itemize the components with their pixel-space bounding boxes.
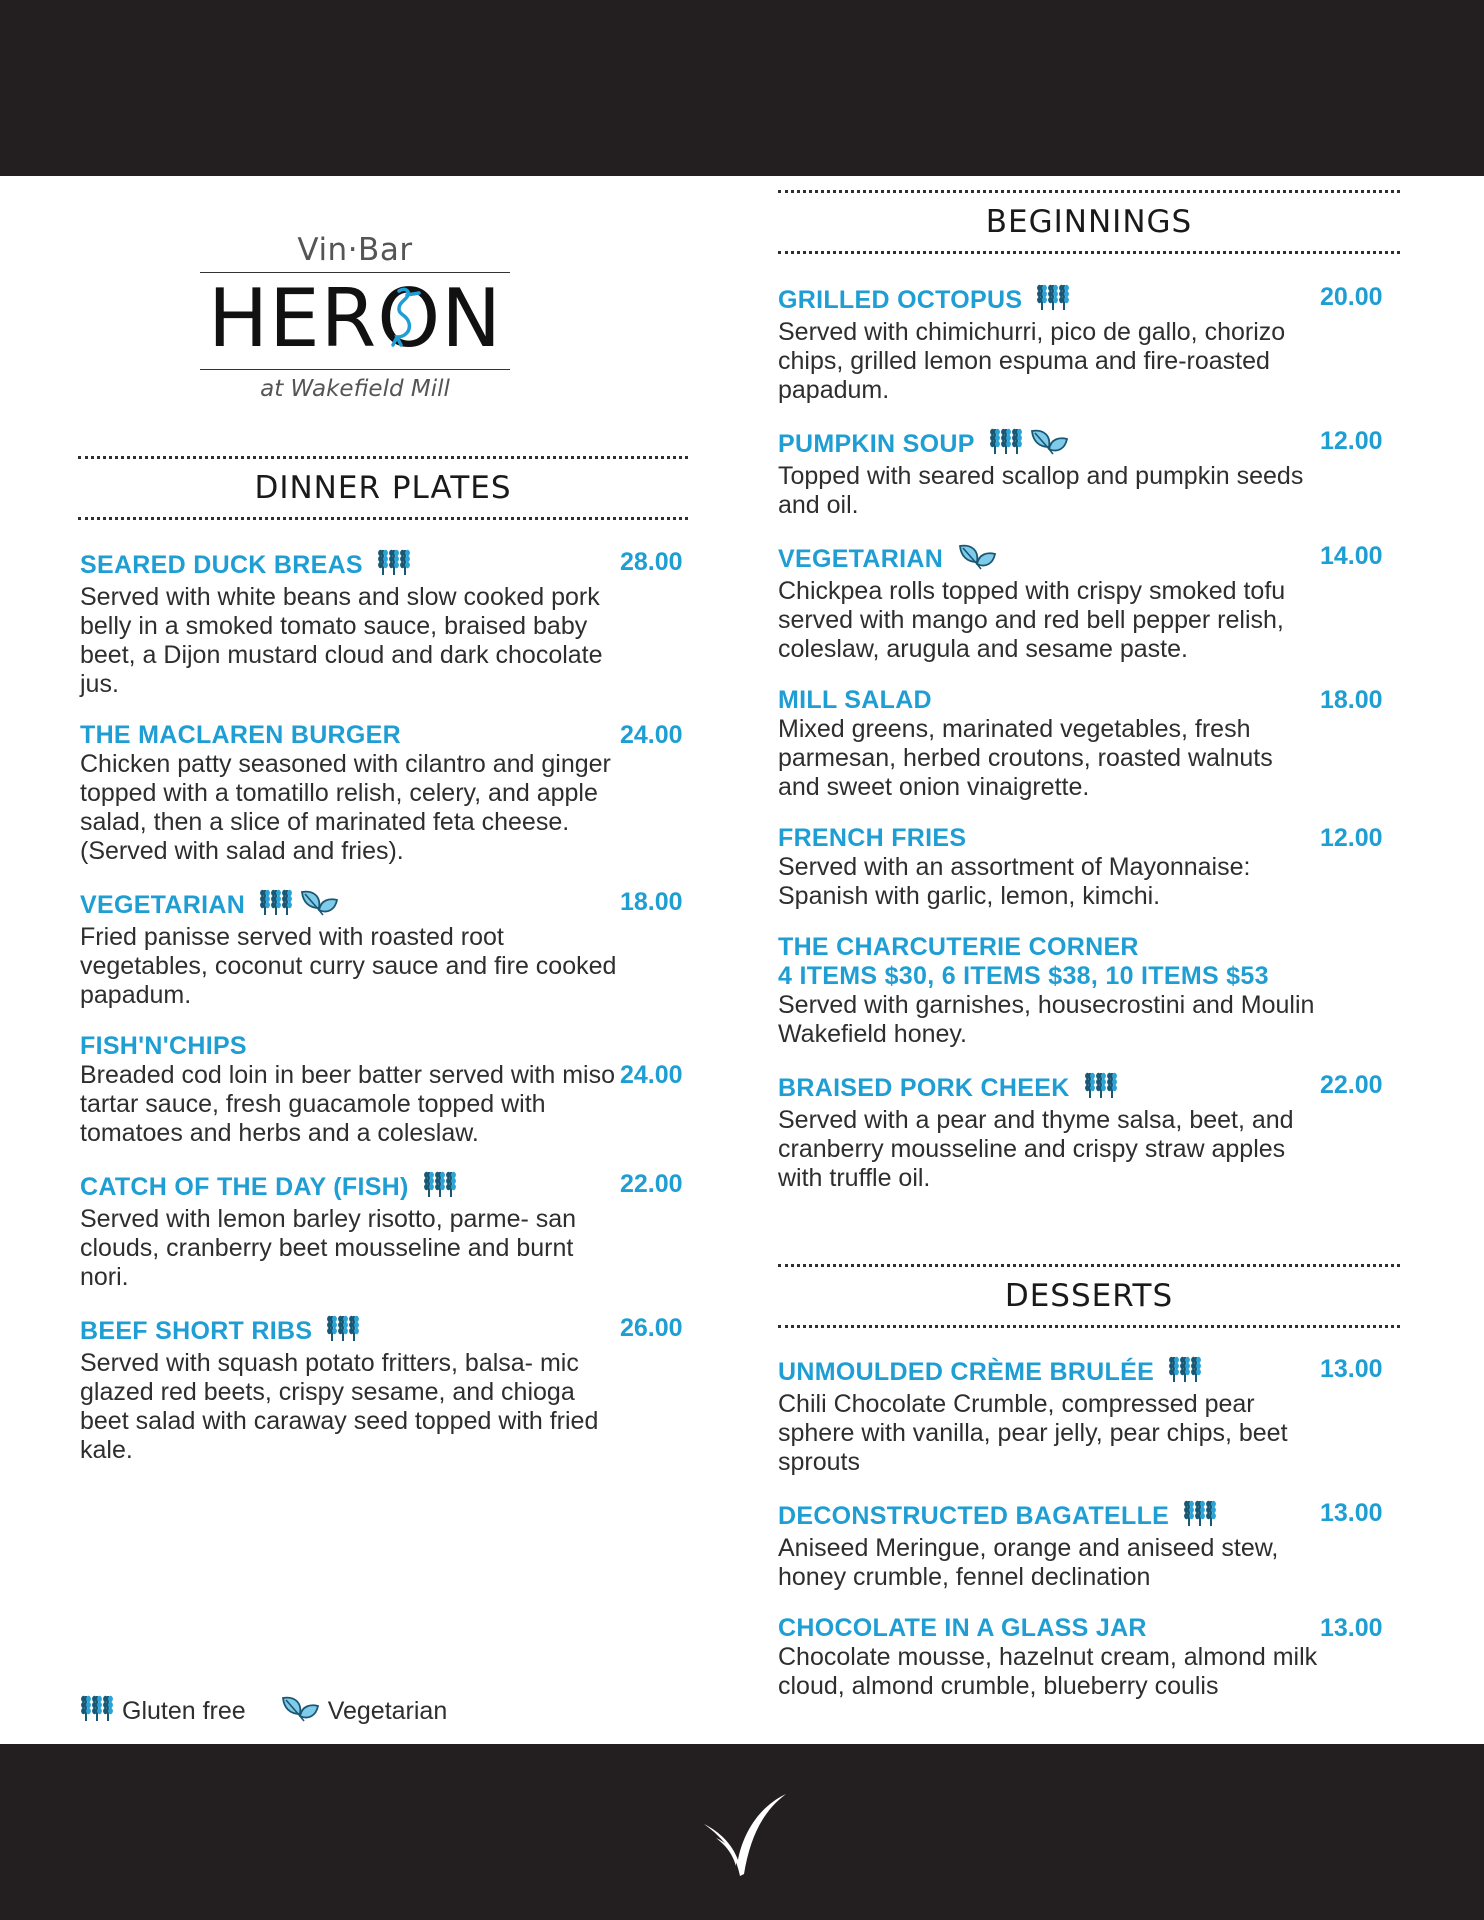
menu-item-name <box>778 542 1318 577</box>
menu-item-name-text: VEGETARIAN <box>778 545 944 573</box>
gluten-free-icon <box>1084 1071 1118 1106</box>
menu-item-name-text: PUMPKIN SOUP <box>778 430 975 458</box>
dotted-rule <box>78 517 688 520</box>
gluten-free-icon <box>80 1694 114 1729</box>
menu-item <box>778 1071 1383 1193</box>
gluten-free-icon <box>1036 283 1070 318</box>
menu-item-name-text: GRILLED OCTOPUS <box>778 286 1023 314</box>
menu-item-name-text: VEGETARIAN <box>80 891 246 919</box>
logo-heron-o <box>377 273 441 365</box>
menu-item-name-text: MILL SALAD <box>778 686 932 714</box>
menu-item <box>778 427 1383 520</box>
menu-item-price: 24.00 <box>620 1061 683 1089</box>
menu-item <box>778 1614 1383 1701</box>
menu-item <box>80 721 683 866</box>
menu-item-name <box>778 283 1318 318</box>
menu-item-name-text: SEARED DUCK BREAS <box>80 551 363 579</box>
menu-item-description: Mixed greens, marinated vegetables, fresh parmesan, herbed croutons, roasted walnuts and sweet onion vinaigrette. <box>778 715 1273 801</box>
menu-item-price: 28.00 <box>620 548 683 576</box>
menu-item-pricing-tiers: 4 ITEMS $30, 6 ITEMS $38, 10 ITEMS $53 <box>778 962 1269 990</box>
menu-item-price: 13.00 <box>1320 1355 1383 1383</box>
menu-item-name <box>80 1314 620 1349</box>
gluten-free-icon <box>1168 1355 1202 1390</box>
menu-item <box>80 888 683 1010</box>
dinner-plates-list <box>80 548 683 1487</box>
menu-item-price: 12.00 <box>1320 427 1383 455</box>
vegetarian-leaf-icon <box>1029 427 1069 462</box>
menu-item-name <box>778 1355 1318 1390</box>
menu-item-description: Chickpea rolls topped with crispy smoked tofu served with mango and red bell pepper relish, coleslaw, arugula and sesame paste. <box>778 577 1286 663</box>
menu-item-price: 26.00 <box>620 1314 683 1342</box>
section-title: DESSERTS <box>1004 1278 1174 1314</box>
dietary-legend <box>80 1694 481 1729</box>
heron-bird-icon <box>379 285 423 347</box>
menu-item-price: 20.00 <box>1320 283 1383 311</box>
menu-item-description: Served with a pear and thyme salsa, beet, and cranberry mousseline and crispy straw apples with truffle oil. <box>778 1106 1294 1192</box>
menu-item-name-text: DECONSTRUCTED BAGATELLE <box>778 1502 1170 1530</box>
legend-vegetarian-label: Vegetarian <box>327 1697 448 1725</box>
menu-item-name <box>778 1614 1318 1643</box>
menu-item-name <box>80 548 620 583</box>
menu-item-description: Served with garnishes, housecrostini and Moulin Wakefield honey. <box>778 991 1315 1048</box>
menu-item-name <box>778 686 1318 715</box>
menu-item-name-text: CHOCOLATE IN A GLASS JAR <box>778 1614 1147 1642</box>
menu-item <box>80 1314 683 1465</box>
legend-gluten-free-label: Gluten free <box>122 1697 246 1725</box>
menu-item-price: 18.00 <box>1320 686 1383 714</box>
menu-item <box>778 283 1383 405</box>
menu-item-description: Served with lemon barley risotto, parme- san clouds, cranberry beet mousseline and burnt nori. <box>80 1205 577 1291</box>
menu-item-description: Aniseed Meringue, orange and aniseed stew, honey crumble, fennel declination <box>778 1534 1279 1591</box>
logo-heron-o-letter: O <box>377 272 442 365</box>
menu-item-name <box>80 1170 620 1205</box>
gluten-free-icon <box>377 548 411 583</box>
menu-item-name-text: FISH'N'CHIPS <box>80 1032 247 1060</box>
menu-item-name <box>778 427 1318 462</box>
vegetarian-leaf-icon <box>299 888 339 923</box>
menu-item-description: Breaded cod loin in beer batter served with miso tartar sauce, fresh guacamole topped with tomatoes and herbs and a coleslaw. <box>80 1061 616 1147</box>
dotted-rule <box>778 251 1400 254</box>
leaf-brand-mark-icon <box>696 1786 788 1880</box>
menu-item-name <box>80 888 620 923</box>
menu-item-description: Served with squash potato fritters, balsa- mic glazed red beets, crispy sesame, and chioga beet salad with caraway seed topped with fried kale. <box>80 1349 599 1464</box>
menu-item-name-text: THE CHARCUTERIE CORNER <box>778 933 1139 961</box>
top-band <box>0 0 1484 176</box>
menu-item-name <box>778 824 1318 853</box>
menu-item-name <box>80 1032 620 1061</box>
dotted-rule <box>778 1325 1400 1328</box>
section-title: BEGINNINGS <box>985 204 1193 240</box>
menu-item-description: Fried panisse served with roasted root vegetables, coconut curry sauce and fire cooked papadum. <box>80 923 617 1009</box>
logo-wakefield: at Wakefield Mill <box>260 376 450 402</box>
menu-item-price: 13.00 <box>1320 1614 1383 1642</box>
desserts-list <box>778 1355 1383 1723</box>
gluten-free-icon <box>423 1170 457 1205</box>
menu-item-name-text: THE MACLAREN BURGER <box>80 721 401 749</box>
gluten-free-icon <box>326 1314 360 1349</box>
gluten-free-icon <box>1183 1499 1217 1534</box>
menu-item-price: 13.00 <box>1320 1499 1383 1527</box>
logo-heron-h: HER <box>207 272 378 365</box>
desserts-heading <box>778 1264 1400 1328</box>
menu-item <box>778 542 1383 664</box>
dinner-plates-heading <box>78 456 688 520</box>
logo-heron <box>200 273 510 365</box>
menu-item-price: 22.00 <box>620 1170 683 1198</box>
gluten-free-icon <box>989 427 1023 462</box>
menu-item-name <box>80 721 620 750</box>
menu-item <box>778 1499 1383 1592</box>
menu-item-price: 14.00 <box>1320 542 1383 570</box>
menu-item-description: Chocolate mousse, hazelnut cream, almond milk cloud, almond crumble, blueberry coulis <box>778 1643 1318 1700</box>
menu-item-name-text: CATCH OF THE DAY (FISH) <box>80 1173 409 1201</box>
menu-item-name <box>778 1499 1318 1534</box>
menu-item-description: Chicken patty seasoned with cilantro and ginger topped with a tomatillo relish, celery, and apple salad, then a slice of marinated feta cheese. (Served with salad and fries). <box>80 750 611 865</box>
menu-item-price: 12.00 <box>1320 824 1383 852</box>
menu-item-name-text: UNMOULDED CRÈME BRULÉE <box>778 1358 1155 1386</box>
logo-vin-bar: Vin·Bar <box>297 232 413 268</box>
vegetarian-leaf-icon <box>957 542 997 577</box>
menu-item <box>778 1355 1383 1477</box>
heron-logo <box>200 232 510 402</box>
menu-item-name <box>778 933 1318 962</box>
menu-item-name <box>778 1071 1318 1106</box>
menu-item <box>80 1170 683 1292</box>
menu-item-price: 24.00 <box>620 721 683 749</box>
menu-item-description: Served with an assortment of Mayonnaise: Spanish with garlic, lemon, kimchi. <box>778 853 1251 910</box>
menu-item-price: 22.00 <box>1320 1071 1383 1099</box>
logo-heron-n: N <box>441 272 503 365</box>
menu-item <box>80 1032 683 1148</box>
menu-item <box>778 686 1383 802</box>
menu-item-name-text: BEEF SHORT RIBS <box>80 1317 313 1345</box>
menu-item-name-text: BRAISED PORK CHEEK <box>778 1074 1070 1102</box>
logo-rule-bottom <box>200 369 510 370</box>
beginnings-list <box>778 283 1383 1215</box>
menu-item <box>80 548 683 699</box>
menu-item-name-text: FRENCH FRIES <box>778 824 967 852</box>
vegetarian-leaf-icon <box>280 1694 320 1729</box>
menu-item-price: 18.00 <box>620 888 683 916</box>
menu-item-description: Topped with seared scallop and pumpkin seeds and oil. <box>778 462 1304 519</box>
menu-item-description: Served with chimichurri, pico de gallo, chorizo chips, grilled lemon espuma and fire-roasted papadum. <box>778 318 1286 404</box>
section-title: DINNER PLATES <box>254 470 512 506</box>
menu-item-description: Served with white beans and slow cooked pork belly in a smoked tomato sauce, braised baby beet, a Dijon mustard cloud and dark chocolate jus. <box>80 583 603 698</box>
menu-item <box>778 933 1318 1049</box>
beginnings-heading <box>778 190 1400 254</box>
menu-item-description: Chili Chocolate Crumble, compressed pear sphere with vanilla, pear jelly, pear chips, beet sprouts <box>778 1390 1288 1476</box>
menu-item <box>778 824 1383 911</box>
gluten-free-icon <box>259 888 293 923</box>
